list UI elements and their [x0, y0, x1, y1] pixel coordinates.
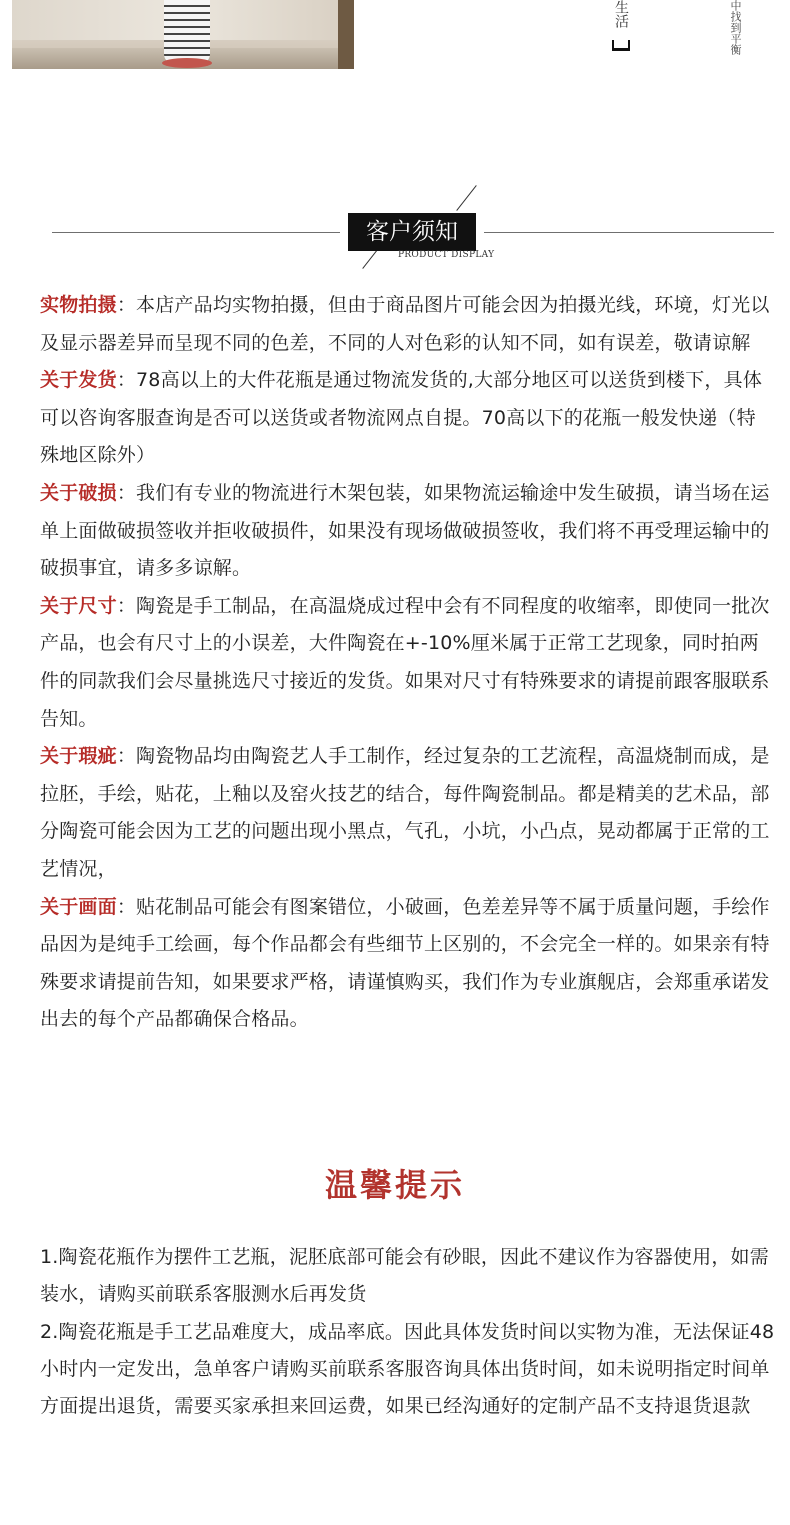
notice-item-pattern	[40, 889, 770, 1039]
tip-item: 1.陶瓷花瓶作为摆件工艺瓶，泥胚底部可能会有砂眼，因此不建议作为容器使用，如需装水，请购买前联系客服测水后再发货	[40, 1246, 769, 1306]
notice-header	[0, 180, 790, 280]
notice-label: 实物拍摄	[40, 294, 117, 316]
header-slash-top	[456, 185, 476, 211]
header-rule-right	[484, 232, 774, 233]
tips-title: 温馨提示	[324, 1166, 465, 1204]
notice-item-size	[40, 588, 770, 738]
notice-text: ：陶瓷物品均由陶瓷艺人手工制作，经过复杂的工艺流程，高温烧制而成，是拉胚，手绘，贴花，上釉以及窑火技艺的结合，每件陶瓷制品。都是精美的艺术品，部分陶瓷可能会因为工艺的问题出现小黑点，气孔，小坑，小凸点，晃动都属于正常的工艺情况，	[40, 745, 770, 880]
notice-text: ：贴花制品可能会有图案错位，小破画，色差差异等不属于质量问题，手绘作品因为是纯手工绘画，每个作品都会有些细节上区别的，不会完全一样的。如果亲有特殊要求请提前告知，如果要求严格，请谨慎购买，我们作为专业旗舰店，会郑重承诺发出去的每个产品都确保合格品。	[40, 895, 770, 1031]
notice-text: ：陶瓷是手工制品，在高温烧成过程中会有不同程度的收缩率，即使同一批次产品，也会有尺寸上的小误差，大件陶瓷在+-10%厘米属于正常工艺现象，同时拍两件的同款我们会尽量挑选尺寸接近的发货。如果对尺寸有特殊要求的请提前跟客服联系告知。	[40, 594, 770, 730]
vase-base	[162, 58, 212, 68]
notice-subtitle: PRODUCT DISPLAY	[398, 250, 495, 260]
top-image-strip	[0, 0, 790, 75]
bracket-mark	[612, 40, 630, 51]
photo-frame-edge	[338, 0, 354, 69]
product-photo	[12, 0, 354, 69]
notice-text: ：78高以上的大件花瓶是通过物流发货的,大部分地区可以送货到楼下，具体可以咨询客服查询是否可以送货或者物流网点自提。70高以下的花瓶一般发快递（特殊地区除外）	[40, 369, 763, 467]
notice-label: 关于画面	[40, 895, 117, 918]
tips-list	[40, 1239, 785, 1425]
tip-item: 2.陶瓷花瓶是手工艺品难度大，成品率底。因此具体发货时间以实物为准，无法保证48小时内一定发出，急单客户请购买前联系客服咨询具体出货时间，如未说明指定时间单方面提出退货，需要买家承担来回运费，如果已经沟通好的定制产品不支持退货退款	[40, 1320, 775, 1418]
notice-text: ：我们有专业的物流进行木架包装，如果物流运输途中发生破损，请当场在运单上面做破损签收并拒收破损件，如果没有现场做破损签收，我们将不再受理运输中的破损事宜，请多多谅解。	[40, 481, 770, 580]
notice-title: 客户须知	[348, 213, 476, 251]
vertical-caption-b: 中找到平衡	[729, 0, 742, 55]
notice-label: 关于瑕疵	[40, 745, 117, 768]
striped-vase	[164, 0, 210, 64]
header-rule-left	[52, 232, 340, 233]
notice-label: 关于破损	[40, 481, 117, 504]
notice-item-shipping	[40, 362, 770, 475]
notice-label: 关于尺寸	[40, 594, 117, 617]
notice-item-flaws	[40, 738, 770, 888]
notice-list	[40, 287, 770, 1039]
notice-label: 关于发货	[40, 369, 117, 392]
vertical-caption-a: 生活	[613, 0, 629, 28]
notice-text: ：本店产品均实物拍摄，但由于商品图片可能会因为拍摄光线，环境，灯光以及显示器差异而呈现不同的色差，不同的人对色彩的认知不同，如有误差，敬请谅解	[40, 294, 770, 354]
notice-item-photo	[40, 287, 770, 362]
notice-item-damage	[40, 475, 770, 588]
